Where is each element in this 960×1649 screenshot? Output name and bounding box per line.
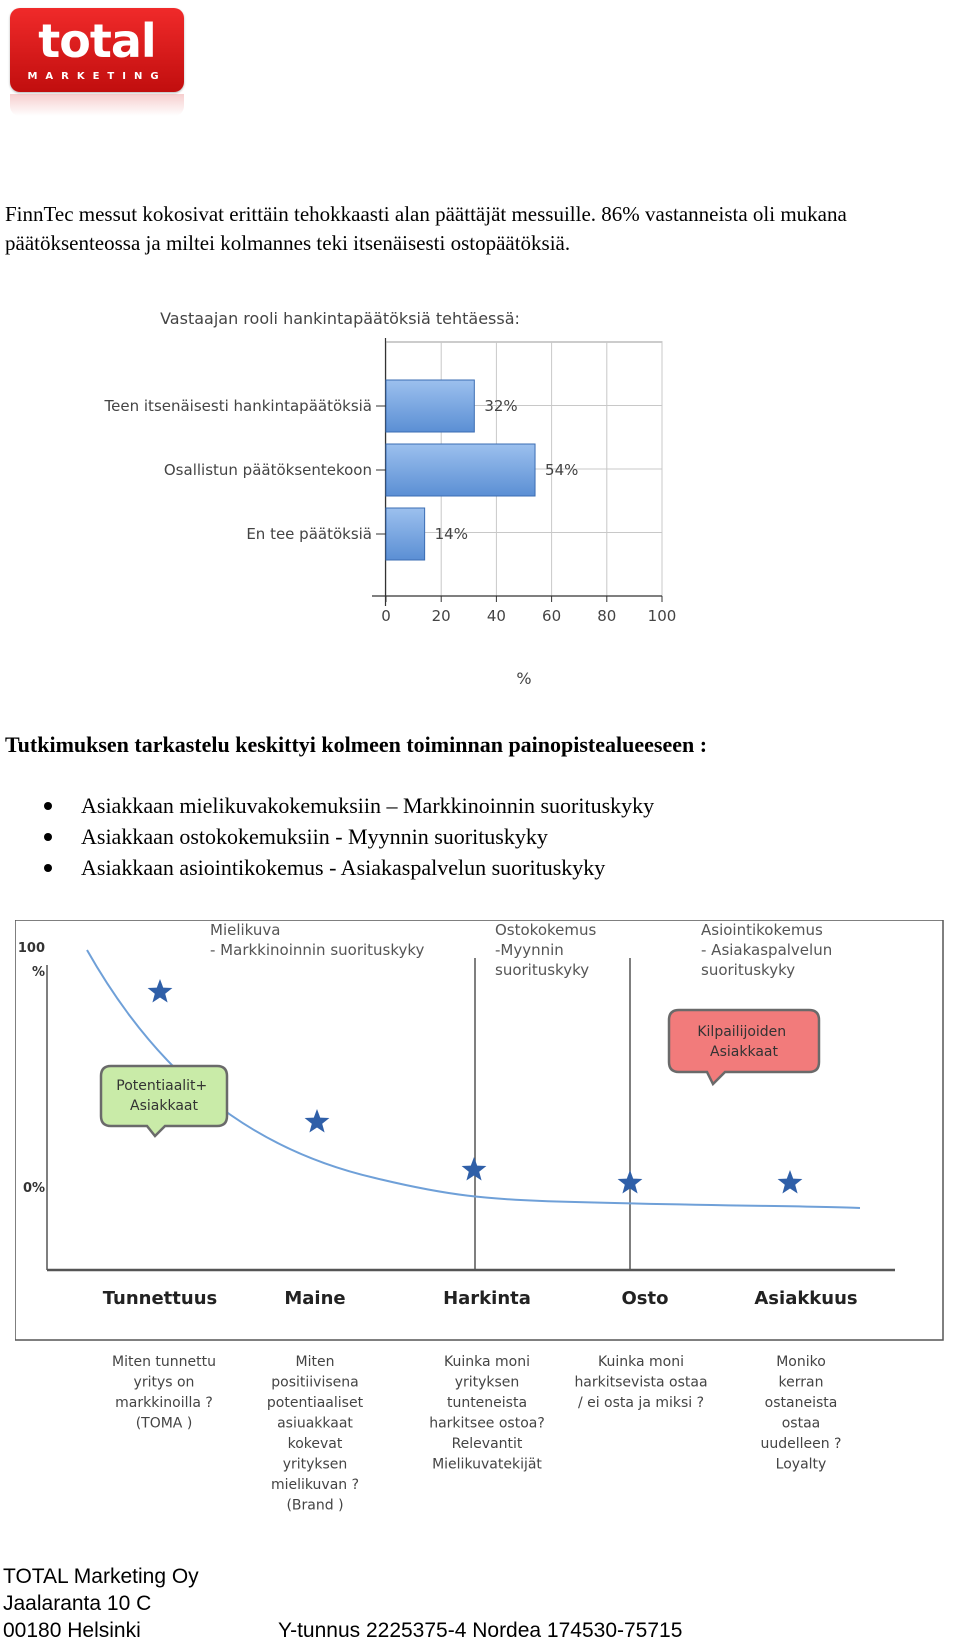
stage-label-osto: Osto — [621, 1288, 669, 1309]
footer-street: Jaalaranta 10 C — [3, 1592, 152, 1615]
stage-question: Miten positiivisena potentiaaliset asiuakkaat kokevat yrityksen mielikuvan ? (Brand ) — [266, 1354, 364, 1514]
list-item-text: Asiakkaan ostokokemuksiin - Myynnin suorituskyky — [81, 824, 548, 849]
x-tick-label: 0 — [381, 607, 391, 625]
stage-questions — [112, 1354, 841, 1514]
section-heading: Tutkimuksen tarkastelu keskittyi kolmeen toiminnan painopistealueeseen : — [5, 732, 708, 757]
bar — [386, 508, 425, 560]
x-tick-label: 40 — [486, 607, 506, 625]
category-label: Osallistun päätöksentekoon — [163, 461, 372, 479]
list-item — [40, 852, 654, 883]
callout-kilpailijoiden-asiakkaat — [669, 1010, 819, 1084]
bar-value-label: 54% — [545, 461, 579, 479]
logo-sub-text: MARKETING — [27, 71, 167, 82]
category-label: En tee päätöksiä — [246, 525, 372, 543]
stage-label-maine: Maine — [284, 1288, 346, 1309]
chart-x-axis-label: % — [516, 669, 532, 688]
stage-question: Kuinka moni harkitsevista ostaa / ei osta ja miksi ? — [574, 1354, 708, 1411]
stage-label-asiakkuus: Asiakkuus — [754, 1288, 858, 1309]
y-axis-bottom-label: 0% — [23, 1181, 46, 1196]
footer-ids: Y-tunnus 2225375-4 Nordea 174530-75715 — [278, 1619, 683, 1642]
x-tick-label: 60 — [542, 607, 562, 625]
x-tick-label: 80 — [597, 607, 617, 625]
svg-text:Potentiaalit+ Asiakkaat: Potentiaalit+ Asiakkaat — [116, 1078, 208, 1114]
role-bar-chart — [40, 302, 740, 692]
callout-potentiaalit-asiakkaat — [101, 1066, 227, 1136]
svg-text:Kilpailijoiden Asiakkaat: Kilpailijoiden Asiakkaat — [697, 1024, 787, 1060]
logo-reflection — [10, 94, 184, 116]
chart-title: Vastaajan rooli hankintapäätöksiä tehtäessä: — [160, 309, 520, 328]
logo-main-text: total — [38, 14, 156, 68]
stage-question: Miten tunnettu yritys on markkinoilla ? (TOMA ) — [112, 1354, 216, 1432]
y-axis-top-label: 100 — [17, 941, 45, 956]
bar-value-label: 32% — [484, 397, 518, 415]
bullet-icon — [44, 864, 52, 872]
stage-question: Kuinka moni yrityksen tunteneista harkitsee ostoa? Relevantit Mielikuvatekijät — [429, 1354, 545, 1473]
x-tick-label: 20 — [431, 607, 451, 625]
footer-city: 00180 Helsinki — [3, 1619, 141, 1642]
customer-journey-diagram — [15, 920, 945, 1550]
y-axis-top-unit: % — [31, 965, 45, 980]
x-tick-label: 100 — [647, 607, 677, 625]
bullet-icon — [44, 833, 52, 841]
bar — [386, 380, 474, 432]
category-label: Teen itsenäisesti hankintapäätöksiä — [104, 397, 372, 415]
footer-company: TOTAL Marketing Oy — [3, 1565, 199, 1588]
phase-label-mielikuva: Mielikuva - Markkinoinnin suorituskyky — [210, 921, 425, 959]
chart-plot-area — [104, 338, 677, 625]
focus-area-list — [40, 790, 654, 883]
stage-label-harkinta: Harkinta — [443, 1288, 531, 1309]
bar-value-label: 14% — [434, 525, 468, 543]
list-item-text: Asiakkaan asiointikokemus - Asiakaspalvelun suorituskyky — [81, 855, 606, 880]
bullet-icon — [44, 802, 52, 810]
stage-question: Moniko kerran ostaneista ostaa uudelleen ? Loyalty — [760, 1354, 842, 1473]
total-marketing-logo — [10, 8, 184, 92]
phase-label-ostokokemus: Ostokokemus -Myynnin suorituskyky — [495, 921, 597, 979]
list-item-text: Asiakkaan mielikuvakokemuksiin – Markkinoinnin suorituskyky — [81, 793, 655, 818]
intro-paragraph: FinnTec messut kokosivat erittäin tehokkaasti alan päättäjät messuille. 86% vastanneista oli mukana päätöksenteossa ja miltei kolmannes teki itsenäisesti ostopäätöksiä. — [5, 202, 847, 255]
stage-label-tunnettuus: Tunnettuus — [102, 1288, 218, 1309]
list-item — [40, 790, 654, 821]
phase-label-asiointikokemus: Asiointikokemus - Asiakaspalvelun suorituskyky — [701, 921, 833, 979]
bar — [386, 444, 535, 496]
list-item — [40, 821, 654, 852]
